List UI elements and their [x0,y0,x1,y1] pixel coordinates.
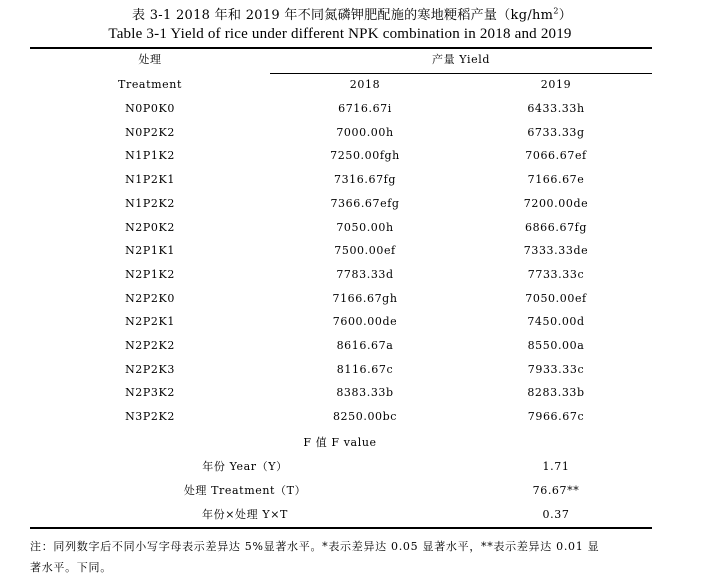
treatment-cell: N2P2K0 [125,292,175,305]
caption-cn-superscript: 2 [553,6,559,16]
fvalue-year: 1.71 [542,460,570,473]
yield-2019-cell: 7966.67c [527,410,585,423]
yield-2018-cell: 8383.33b [336,386,394,399]
table-row [0,339,704,353]
treatment-cell: N2P1K1 [125,244,175,257]
caption-cn-main: 表 3-1 2018 年和 2019 年不同氮磷钾肥配施的寒地粳稻产量（kg/hm [131,8,554,23]
yield-2018-cell: 7050.00h [336,221,394,234]
treatment-cell: N1P2K1 [125,173,175,186]
header-yield: 产量 Yield [432,53,490,66]
yield-2018-cell: 8616.67a [336,339,394,352]
table-bottom-rule [30,527,652,529]
fvalue-label-interaction: 年份×处理 Y×T [202,508,288,521]
table-caption-english: Table 3-1 Yield of rice under different NPK combination in 2018 and 2019 [108,26,572,42]
table-row [0,386,704,400]
yield-2019-cell: 7333.33de [523,244,589,257]
treatment-cell: N1P1K2 [125,149,175,162]
treatment-cell: N1P2K2 [125,197,175,210]
treatment-cell: N2P2K1 [125,315,175,328]
treatment-cell: N2P0K2 [125,221,175,234]
treatment-cell: N2P2K2 [125,339,175,352]
yield-2018-cell: 7166.67gh [332,292,398,305]
table-top-rule [30,47,652,49]
table-row [0,292,704,306]
yield-2019-cell: 7166.67e [527,173,585,186]
fvalue-label-year: 年份 Year（Y） [202,460,288,473]
table-row [0,102,704,116]
table-footnote [30,536,660,578]
table-row [0,126,704,140]
footnote-line-1: 注：同列数字后不同小写字母表示差异达 5%显著水平。*表示差异达 0.05 显著水平，**表示差异达 0.01 显 [30,540,600,553]
yield-2018-cell: 7783.33d [336,268,394,281]
caption-cn-close: ） [558,8,573,23]
treatment-cell: N2P2K3 [125,363,175,376]
yield-2019-cell: 6866.67fg [524,221,587,234]
table-row [0,268,704,282]
yield-2019-cell: 8283.33b [527,386,585,399]
table-row [0,197,704,211]
header-year-2019: 2019 [540,78,572,91]
yield-2018-cell: 8250.00bc [332,410,398,423]
fvalue-interaction: 0.37 [542,508,570,521]
yield-2019-cell: 7200.00de [523,197,589,210]
yield-2019-cell: 6433.33h [527,102,585,115]
yield-2018-cell: 7600.00de [332,315,398,328]
table-row [0,149,704,163]
yield-2019-cell: 7933.33c [527,363,585,376]
yield-2018-cell: 6716.67i [338,102,392,115]
table-row [0,244,704,258]
yield-2018-cell: 7000.00h [336,126,394,139]
yield-2019-cell: 8550.00a [527,339,585,352]
yield-2018-cell: 7500.00ef [334,244,396,257]
yield-2019-cell: 7733.33c [527,268,585,281]
treatment-cell: N2P1K2 [125,268,175,281]
yield-2019-cell: 6733.33g [527,126,585,139]
yield-2018-cell: 7316.67fg [333,173,396,186]
treatment-cell: N0P0K0 [125,102,175,115]
header-treatment-cn: 处理 [138,53,162,66]
footnote-line-2: 著水平。下同。 [30,561,112,574]
yield-2019-cell: 7066.67ef [525,149,587,162]
table-row [0,410,704,424]
header-year-2018: 2018 [349,78,381,91]
table-row [0,363,704,377]
fvalue-treatment: 76.67** [532,484,580,497]
table-row [0,173,704,187]
table-row [0,221,704,235]
table-caption-chinese [0,4,704,23]
yield-2018-cell: 7366.67efg [330,197,400,210]
fvalue-label-treatment: 处理 Treatment（T） [183,484,307,497]
treatment-cell: N0P2K2 [125,126,175,139]
header-treatment-en: Treatment [118,78,182,91]
yield-2018-cell: 8116.67c [336,363,394,376]
treatment-cell: N3P2K2 [125,410,175,423]
yield-header-rule [270,73,652,74]
yield-2018-cell: 7250.00fgh [330,149,400,162]
yield-2019-cell: 7050.00ef [525,292,587,305]
yield-2019-cell: 7450.00d [527,315,585,328]
fvalue-title: F 值 F value [303,436,377,449]
treatment-cell: N2P3K2 [125,386,175,399]
table-row [0,315,704,329]
